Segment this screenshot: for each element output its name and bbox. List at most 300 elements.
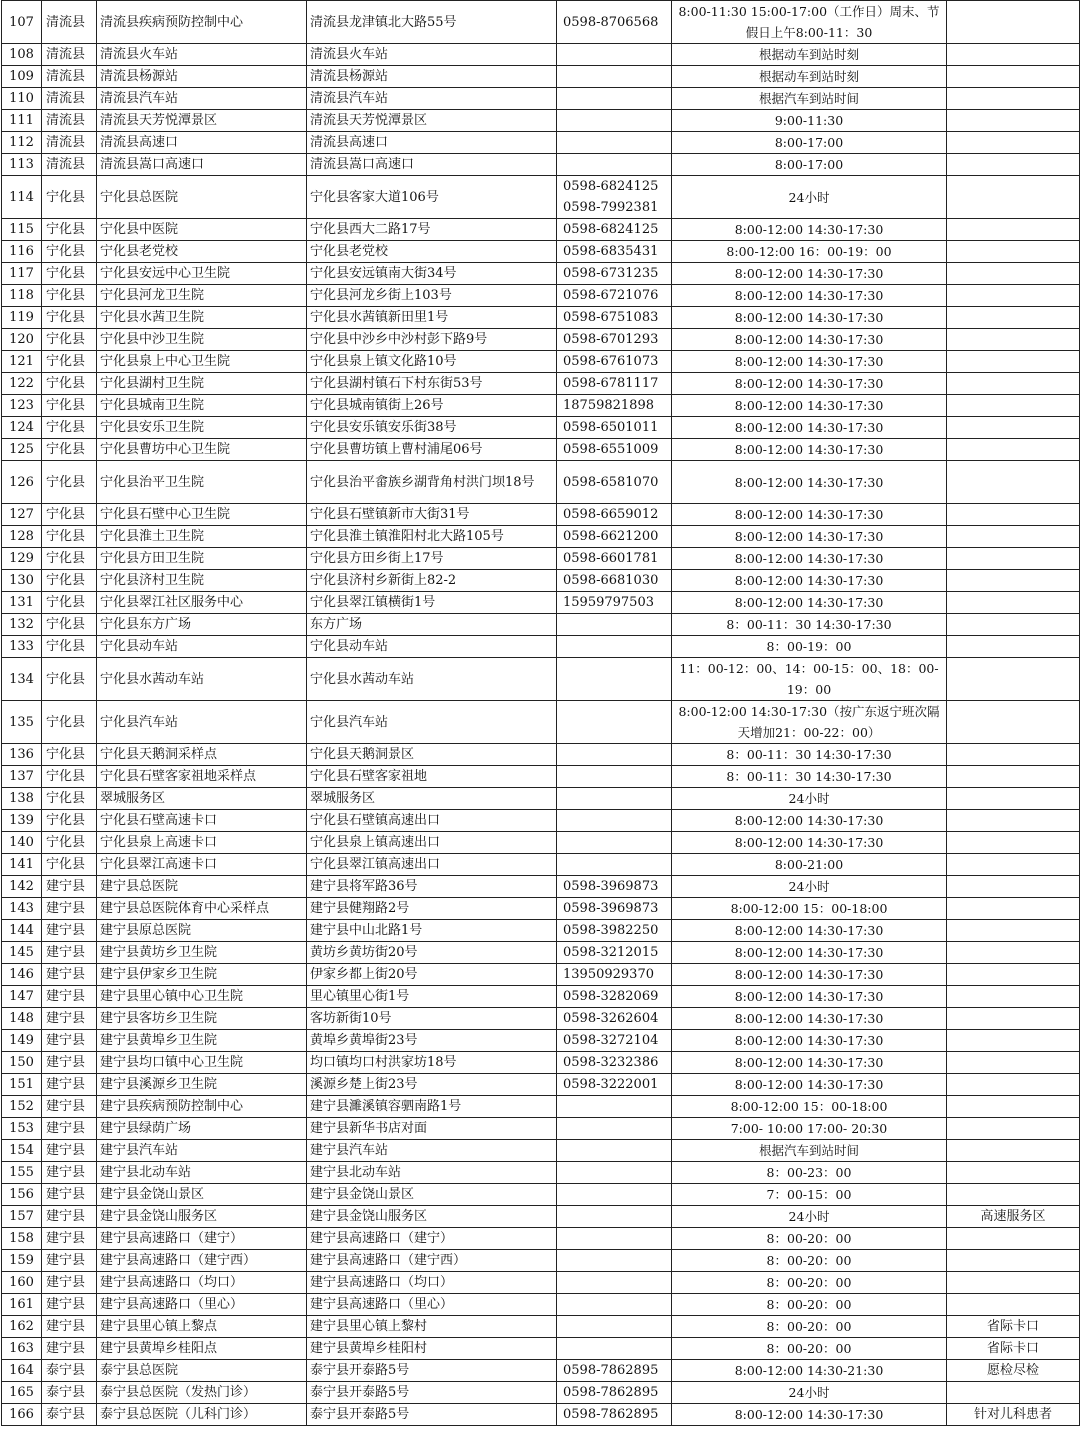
phone-cell (557, 219, 672, 241)
note-cell (947, 1162, 1080, 1184)
note-cell (947, 810, 1080, 832)
note-cell (947, 373, 1080, 395)
table-row (2, 1162, 1080, 1184)
address-cell: 均口镇均口村洪家坊18号 (307, 1052, 557, 1074)
phone-cell (557, 548, 672, 570)
phone-cell (557, 263, 672, 285)
row-number: 164 (2, 1360, 42, 1382)
phone-cell (557, 1294, 672, 1316)
row-number: 146 (2, 964, 42, 986)
address-cell: 宁化县泉上镇文化路10号 (307, 351, 557, 373)
site-name-cell: 清流县疾病预防控制中心 (97, 1, 307, 44)
row-number: 140 (2, 832, 42, 854)
note-cell (947, 461, 1080, 504)
hours-cell: 8:00-12:00 14:30-17:30 (672, 810, 947, 832)
county-cell: 宁化县 (42, 176, 97, 219)
row-number: 119 (2, 307, 42, 329)
address-cell: 宁化县翠江镇高速出口 (307, 854, 557, 876)
phone-number: 0598-3969873 (563, 879, 659, 894)
row-number: 131 (2, 592, 42, 614)
county-cell: 建宁县 (42, 898, 97, 920)
table-row (2, 920, 1080, 942)
note-cell (947, 1, 1080, 44)
county-cell: 宁化县 (42, 832, 97, 854)
hours-cell: 8:00-12:00 14:30-21:30 (672, 1360, 947, 1382)
phone-cell (557, 636, 672, 658)
note-cell: 省际卡口 (947, 1316, 1080, 1338)
hours-cell: 8:00-12:00 14:30-17:30 (672, 986, 947, 1008)
table-row (2, 658, 1080, 701)
row-number: 114 (2, 176, 42, 219)
address-cell: 伊家乡都上街20号 (307, 964, 557, 986)
note-cell (947, 920, 1080, 942)
phone-cell (557, 241, 672, 263)
note-cell (947, 548, 1080, 570)
address-cell: 建宁县健翔路2号 (307, 898, 557, 920)
county-cell: 宁化县 (42, 373, 97, 395)
table-row (2, 1250, 1080, 1272)
phone-number: 0598-6581070 (563, 474, 659, 490)
site-name-cell: 宁化县济村卫生院 (97, 570, 307, 592)
table-row (2, 942, 1080, 964)
county-cell: 清流县 (42, 44, 97, 66)
row-number: 132 (2, 614, 42, 636)
address-cell: 宁化县动车站 (307, 636, 557, 658)
note-cell (947, 263, 1080, 285)
county-cell: 宁化县 (42, 766, 97, 788)
site-name-cell: 宁化县石壁中心卫生院 (97, 504, 307, 526)
site-name-cell: 翠城服务区 (97, 788, 307, 810)
address-cell: 东方广场 (307, 614, 557, 636)
hours-cell: 8:00-12:00 14:30-17:30 (672, 219, 947, 241)
table-row (2, 701, 1080, 744)
table-row (2, 154, 1080, 176)
note-cell (947, 876, 1080, 898)
row-number: 150 (2, 1052, 42, 1074)
phone-number: 0598-6551009 (563, 442, 659, 457)
note-cell (947, 636, 1080, 658)
table-row (2, 219, 1080, 241)
phone-cell (557, 285, 672, 307)
phone-number: 0598-3212015 (563, 945, 659, 960)
phone-cell (557, 1162, 672, 1184)
county-cell: 清流县 (42, 110, 97, 132)
table-row (2, 1404, 1080, 1426)
hours-cell: 8:00-12:00 14:30-17:30 (672, 373, 947, 395)
row-number: 152 (2, 1096, 42, 1118)
note-cell (947, 351, 1080, 373)
county-cell: 宁化县 (42, 592, 97, 614)
note-cell (947, 592, 1080, 614)
hours-cell: 8:00-12:00 14:30-17:30（按广东返宁班次隔天增加21：00-22：00） (672, 701, 947, 744)
note-cell (947, 1118, 1080, 1140)
phone-cell (557, 832, 672, 854)
site-name-cell: 宁化县石壁高速卡口 (97, 810, 307, 832)
county-cell: 建宁县 (42, 964, 97, 986)
hours-cell: 8：00-20：00 (672, 1338, 947, 1360)
hours-cell: 8：00-20：00 (672, 1316, 947, 1338)
county-cell: 建宁县 (42, 1338, 97, 1360)
phone-cell (557, 986, 672, 1008)
hours-cell: 8:00-12:00 14:30-17:30 (672, 461, 947, 504)
county-cell: 建宁县 (42, 1184, 97, 1206)
county-cell: 宁化县 (42, 307, 97, 329)
row-number: 155 (2, 1162, 42, 1184)
site-name-cell: 宁化县治平卫生院 (97, 461, 307, 504)
note-cell (947, 1030, 1080, 1052)
row-number: 151 (2, 1074, 42, 1096)
phone-cell (557, 810, 672, 832)
site-name-cell: 清流县杨源站 (97, 66, 307, 88)
phone-number: 0598-3232386 (563, 1055, 659, 1070)
hours-cell: 8：00-23：00 (672, 1162, 947, 1184)
row-number: 137 (2, 766, 42, 788)
address-cell: 泰宁县开泰路5号 (307, 1360, 557, 1382)
phone-cell (557, 1338, 672, 1360)
note-cell (947, 1008, 1080, 1030)
county-cell: 建宁县 (42, 1052, 97, 1074)
address-cell: 宁化县翠江镇横街1号 (307, 592, 557, 614)
note-cell (947, 1272, 1080, 1294)
table-row (2, 964, 1080, 986)
hours-cell: 24小时 (672, 788, 947, 810)
phone-cell (557, 1250, 672, 1272)
note-cell (947, 176, 1080, 219)
table-row (2, 285, 1080, 307)
note-cell (947, 1096, 1080, 1118)
hours-cell: 根据汽车到站时间 (672, 88, 947, 110)
table-row (2, 570, 1080, 592)
phone-number: 0598-3982250 (563, 923, 659, 938)
address-cell: 建宁县高速路口（里心） (307, 1294, 557, 1316)
row-number: 129 (2, 548, 42, 570)
hours-cell: 11：00-12：00、14：00-15：00、18：00-19：00 (672, 658, 947, 701)
phone-cell (557, 439, 672, 461)
phone-cell (557, 110, 672, 132)
phone-cell (557, 1272, 672, 1294)
phone-number: 0598-6681030 (563, 573, 659, 588)
phone-number: 0598-3282069 (563, 989, 659, 1004)
address-cell: 宁化县石壁客家祖地 (307, 766, 557, 788)
county-cell: 清流县 (42, 88, 97, 110)
row-number: 120 (2, 329, 42, 351)
site-name-cell: 建宁县高速路口（均口） (97, 1272, 307, 1294)
row-number: 126 (2, 461, 42, 504)
site-name-cell: 清流县天芳悦潭景区 (97, 110, 307, 132)
phone-number: 0598-7862895 (563, 1407, 659, 1422)
hours-cell: 7：00-15：00 (672, 1184, 947, 1206)
hours-cell: 24小时 (672, 876, 947, 898)
table-row (2, 1, 1080, 44)
table-row (2, 744, 1080, 766)
note-cell (947, 701, 1080, 744)
phone-number: 0598-6659012 (563, 507, 659, 522)
note-cell: 针对儿科患者 (947, 1404, 1080, 1426)
county-cell: 宁化县 (42, 548, 97, 570)
table-row (2, 461, 1080, 504)
hours-cell: 8:00-12:00 14:30-17:30 (672, 307, 947, 329)
phone-number: 0598-6824125 (563, 222, 659, 237)
county-cell: 清流县 (42, 66, 97, 88)
phone-cell (557, 395, 672, 417)
table-row (2, 832, 1080, 854)
phone-cell (557, 876, 672, 898)
table-row (2, 176, 1080, 219)
county-cell: 宁化县 (42, 636, 97, 658)
address-cell: 建宁县高速路口（均口） (307, 1272, 557, 1294)
row-number: 135 (2, 701, 42, 744)
row-number: 147 (2, 986, 42, 1008)
note-cell (947, 241, 1080, 263)
site-name-cell: 宁化县安乐卫生院 (97, 417, 307, 439)
county-cell: 宁化县 (42, 614, 97, 636)
table-row (2, 810, 1080, 832)
row-number: 125 (2, 439, 42, 461)
note-cell (947, 417, 1080, 439)
phone-cell (557, 1316, 672, 1338)
address-cell: 宁化县湖村镇石下村东街53号 (307, 373, 557, 395)
row-number: 108 (2, 44, 42, 66)
address-cell: 宁化县天鹅洞景区 (307, 744, 557, 766)
hours-cell: 8:00-12:00 14:30-17:30 (672, 1074, 947, 1096)
county-cell: 建宁县 (42, 1228, 97, 1250)
note-cell (947, 44, 1080, 66)
site-name-cell: 宁化县泉上中心卫生院 (97, 351, 307, 373)
site-name-cell: 宁化县安远中心卫生院 (97, 263, 307, 285)
row-number: 159 (2, 1250, 42, 1272)
phone-number: 0598-6781117 (563, 376, 659, 391)
table-row (2, 1074, 1080, 1096)
address-cell: 宁化县石壁镇高速出口 (307, 810, 557, 832)
phone-number: 0598-6824125 (563, 179, 659, 194)
phone-cell (557, 942, 672, 964)
address-cell: 建宁县里心镇上黎村 (307, 1316, 557, 1338)
hours-cell: 根据动车到站时刻 (672, 66, 947, 88)
hours-cell: 24小时 (672, 1382, 947, 1404)
site-name-cell: 建宁县高速路口（建宁西） (97, 1250, 307, 1272)
site-name-cell: 建宁县疾病预防控制中心 (97, 1096, 307, 1118)
note-cell (947, 1052, 1080, 1074)
site-name-cell: 宁化县水茜动车站 (97, 658, 307, 701)
table-row (2, 1118, 1080, 1140)
phone-number: 0598-6701293 (563, 332, 659, 347)
site-name-cell: 宁化县东方广场 (97, 614, 307, 636)
table-row (2, 1316, 1080, 1338)
hours-cell: 8:00-17:00 (672, 154, 947, 176)
county-cell: 建宁县 (42, 1316, 97, 1338)
county-cell: 建宁县 (42, 920, 97, 942)
phone-cell (557, 504, 672, 526)
address-cell: 宁化县淮土镇淮阳村北大路105号 (307, 526, 557, 548)
row-number: 110 (2, 88, 42, 110)
phone-number: 0598-6751083 (563, 310, 659, 325)
note-cell (947, 439, 1080, 461)
county-cell: 建宁县 (42, 1206, 97, 1228)
table-row (2, 241, 1080, 263)
phone-cell (557, 964, 672, 986)
note-cell (947, 307, 1080, 329)
row-number: 161 (2, 1294, 42, 1316)
county-cell: 宁化县 (42, 461, 97, 504)
row-number: 113 (2, 154, 42, 176)
table-row (2, 1228, 1080, 1250)
site-name-cell: 宁化县石壁客家祖地采样点 (97, 766, 307, 788)
table-row (2, 898, 1080, 920)
phone-cell (557, 570, 672, 592)
note-cell (947, 1382, 1080, 1404)
county-cell: 宁化县 (42, 810, 97, 832)
hours-cell: 9:00-11:30 (672, 110, 947, 132)
site-name-cell: 清流县高速口 (97, 132, 307, 154)
note-cell (947, 898, 1080, 920)
row-number: 136 (2, 744, 42, 766)
address-cell: 宁化县客家大道106号 (307, 176, 557, 219)
phone-cell (557, 351, 672, 373)
phone-cell (557, 788, 672, 810)
address-cell: 宁化县河龙乡街上103号 (307, 285, 557, 307)
hours-cell: 24小时 (672, 176, 947, 219)
site-name-cell: 宁化县翠江社区服务中心 (97, 592, 307, 614)
site-name-cell: 宁化县老党校 (97, 241, 307, 263)
site-name-cell: 建宁县绿荫广场 (97, 1118, 307, 1140)
hours-cell: 8:00-12:00 15：00-18:00 (672, 898, 947, 920)
address-cell: 建宁县北动车站 (307, 1162, 557, 1184)
row-number: 111 (2, 110, 42, 132)
table-row (2, 548, 1080, 570)
county-cell: 建宁县 (42, 986, 97, 1008)
hours-cell: 8:00-12:00 14:30-17:30 (672, 504, 947, 526)
note-cell (947, 942, 1080, 964)
address-cell: 建宁县金饶山景区 (307, 1184, 557, 1206)
address-cell: 清流县杨源站 (307, 66, 557, 88)
address-cell: 宁化县泉上镇高速出口 (307, 832, 557, 854)
phone-number: 0598-6835431 (563, 244, 659, 259)
hours-cell: 8:00-12:00 14:30-17:30 (672, 417, 947, 439)
row-number: 122 (2, 373, 42, 395)
phone-cell (557, 66, 672, 88)
table-row (2, 504, 1080, 526)
note-cell (947, 788, 1080, 810)
row-number: 115 (2, 219, 42, 241)
row-number: 127 (2, 504, 42, 526)
note-cell (947, 658, 1080, 701)
site-name-cell: 清流县火车站 (97, 44, 307, 66)
phone-cell (557, 1, 672, 44)
note-cell (947, 614, 1080, 636)
row-number: 112 (2, 132, 42, 154)
table-row (2, 44, 1080, 66)
county-cell: 宁化县 (42, 285, 97, 307)
hours-cell: 8:00-11:30 15:00-17:00（工作日）周末、节假日上午8:00-11：30 (672, 1, 947, 44)
phone-cell (557, 1118, 672, 1140)
site-name-cell: 宁化县城南卫生院 (97, 395, 307, 417)
hours-cell: 8:00-17:00 (672, 132, 947, 154)
county-cell: 建宁县 (42, 876, 97, 898)
county-cell: 宁化县 (42, 263, 97, 285)
note-cell (947, 1294, 1080, 1316)
note-cell (947, 1140, 1080, 1162)
phone-number: 0598-6731235 (563, 266, 659, 281)
site-name-cell: 建宁县高速路口（里心） (97, 1294, 307, 1316)
phone-number: 0598-3969873 (563, 901, 659, 916)
phone-cell (557, 1228, 672, 1250)
note-cell (947, 526, 1080, 548)
phone-cell (557, 898, 672, 920)
phone-cell (557, 658, 672, 701)
table-row (2, 1360, 1080, 1382)
site-name-cell: 宁化县泉上高速卡口 (97, 832, 307, 854)
site-name-cell: 建宁县客坊乡卫生院 (97, 1008, 307, 1030)
phone-cell (557, 1140, 672, 1162)
site-name-cell: 清流县嵩口高速口 (97, 154, 307, 176)
phone-number: 0598-7862895 (563, 1363, 659, 1378)
county-cell: 清流县 (42, 154, 97, 176)
phone-number: 0598-6621200 (563, 529, 659, 544)
table-row (2, 1184, 1080, 1206)
address-cell: 黄埠乡黄埠街23号 (307, 1030, 557, 1052)
note-cell (947, 1250, 1080, 1272)
site-name-cell: 建宁县金饶山服务区 (97, 1206, 307, 1228)
address-cell: 建宁县金饶山服务区 (307, 1206, 557, 1228)
phone-cell (557, 417, 672, 439)
address-cell: 建宁县汽车站 (307, 1140, 557, 1162)
phone-cell (557, 1206, 672, 1228)
phone-number: 0598-3262604 (563, 1011, 659, 1026)
phone-cell (557, 592, 672, 614)
hours-cell: 8:00-12:00 16：00-19：00 (672, 241, 947, 263)
phone-cell (557, 744, 672, 766)
address-cell: 宁化县安远镇南大街34号 (307, 263, 557, 285)
address-cell: 泰宁县开泰路5号 (307, 1382, 557, 1404)
hours-cell: 8:00-12:00 14:30-17:30 (672, 592, 947, 614)
row-number: 149 (2, 1030, 42, 1052)
address-cell: 宁化县汽车站 (307, 701, 557, 744)
county-cell: 建宁县 (42, 1030, 97, 1052)
site-name-cell: 泰宁县总医院（儿科门诊） (97, 1404, 307, 1426)
hours-cell: 8:00-12:00 14:30-17:30 (672, 1052, 947, 1074)
note-cell (947, 570, 1080, 592)
row-number: 109 (2, 66, 42, 88)
row-number: 130 (2, 570, 42, 592)
address-cell: 宁化县曹坊镇上曹村浦尾06号 (307, 439, 557, 461)
row-number: 165 (2, 1382, 42, 1404)
table-row (2, 766, 1080, 788)
site-name-cell: 宁化县水茜卫生院 (97, 307, 307, 329)
site-name-cell: 建宁县总医院体育中心采样点 (97, 898, 307, 920)
row-number: 156 (2, 1184, 42, 1206)
county-cell: 泰宁县 (42, 1404, 97, 1426)
phone-cell (557, 44, 672, 66)
table-row (2, 351, 1080, 373)
table-row (2, 1338, 1080, 1360)
address-cell: 建宁县新华书店对面 (307, 1118, 557, 1140)
hours-cell: 8:00-12:00 14:30-17:30 (672, 832, 947, 854)
hours-cell: 8：00-20：00 (672, 1250, 947, 1272)
hours-cell: 8：00-19：00 (672, 636, 947, 658)
hours-cell: 8:00-12:00 14:30-17:30 (672, 1030, 947, 1052)
address-cell: 清流县天芳悦潭景区 (307, 110, 557, 132)
note-cell (947, 964, 1080, 986)
table-row (2, 1030, 1080, 1052)
county-cell: 建宁县 (42, 1008, 97, 1030)
table-row (2, 373, 1080, 395)
table-row (2, 636, 1080, 658)
site-name-cell: 建宁县均口镇中心卫生院 (97, 1052, 307, 1074)
phone-number: 18759821898 (563, 398, 654, 413)
row-number: 153 (2, 1118, 42, 1140)
phone-cell (557, 526, 672, 548)
phone-cell (557, 329, 672, 351)
